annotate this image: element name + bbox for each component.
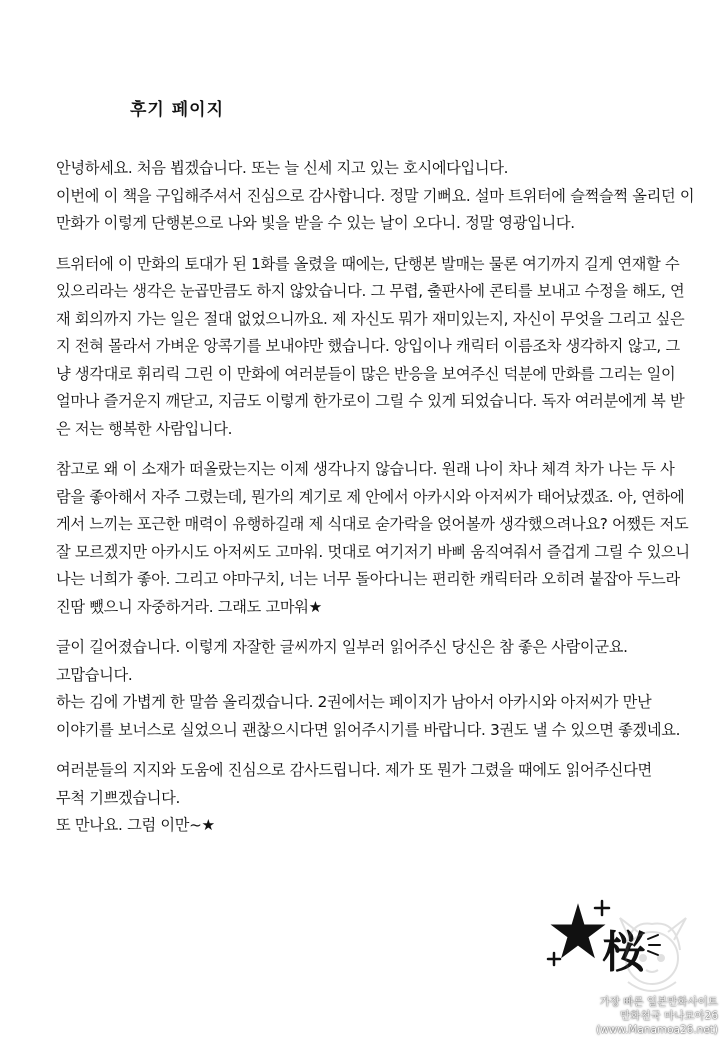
- text-line: 은 저는 행복한 사람입니다.: [56, 419, 233, 438]
- text-line: 고맙습니다.: [56, 665, 133, 684]
- paragraph-origin: [56, 251, 696, 444]
- text-line: 하는 김에 가볍게 한 말씀 올리겠습니다. 2권에서는 페이지가 남아서 아카시와 아저씨가 만난: [56, 693, 652, 711]
- page-title: 후기 페이지: [130, 100, 225, 120]
- watermark-line: 만화천국 마나모아26: [620, 1010, 718, 1022]
- text-line: 여러분들의 지지와 도움에 진심으로 감사드립니다. 제가 또 뭔가 그렸을 때에도 읽어주신다면: [56, 761, 652, 779]
- text-line: 참고로 왜 이 소재가 떠올랐는지는 이제 생각나지 않습니다. 원래 나이 차나 체격 차가 나는 두 사: [56, 460, 675, 478]
- text-line: 얼마나 즐거운지 깨닫고, 지금도 이렇게 한가로이 그릴 수 있게 되었습니다. 독자 여러분에게 복 받: [56, 392, 685, 410]
- text-line: 잘 모르겠지만 아카시도 아저씨도 고마워. 멋대로 여기저기 바삐 움직여줘서 즐겁게 그릴 수 있으니: [56, 542, 690, 561]
- text-line: 나는 너희가 좋아. 그리고 야마구치, 너는 너무 돌아다니는 편리한 캐릭터라 오히려 붙잡아 두느라: [56, 570, 680, 588]
- text-line: 또 만나요. 그럼 이만~★: [56, 816, 215, 834]
- text-line: 지 전혀 몰라서 가벼운 앙콕기를 보내야만 했습니다. 앙입이나 캐릭터 이름조차 생각하지 않고, 그: [56, 337, 680, 355]
- text-line: 트위터에 이 만화의 토대가 된 1화를 올렸을 때에는, 단행본 발매는 물론 여기까지 길게 연재할 수: [56, 254, 680, 273]
- paragraph-greeting: [56, 155, 696, 238]
- text-line: 냥 생각대로 휘리릭 그린 이 만화에 여러분들이 많은 반응을 보여주신 덕분에 만화를 그리는 일이: [56, 364, 676, 383]
- text-line: 무척 기쁘겠습니다.: [56, 788, 181, 807]
- plus-icon: [548, 953, 560, 965]
- paragraph-closing: [56, 757, 696, 840]
- text-line: 이번에 이 책을 구입해주셔서 진심으로 감사합니다. 정말 기뻐요. 설마 트위터에 슬쩍슬쩍 올리던 이: [56, 186, 695, 205]
- text-line: 게서 느끼는 포근한 매력이 유행하길래 제 식대로 숟가락을 얹어볼까 생각했으려나요? 어쨌든 저도: [56, 515, 689, 533]
- paragraph-characters: [56, 456, 696, 621]
- text-line: 안녕하세요. 처음 뵙겠습니다. 또는 늘 신세 지고 있는 호시에다입니다.: [56, 159, 509, 177]
- watermark-line: (www.Manamoa26.net): [596, 1024, 718, 1036]
- text-line: 재 회의까지 가는 일은 절대 없었으니까요. 제 자신도 뭐가 재미있는지, 자신이 무엇을 그리고 싶은: [56, 309, 685, 328]
- signature-kanji: 桜: [602, 927, 646, 978]
- text-line: 있으리라는 생각은 눈곱만큼도 하지 않았습니다. 그 무렵, 출판사에 콘티를 보내고 수정을 해도, 연: [56, 282, 685, 300]
- afterword-body: [56, 155, 696, 853]
- text-line: 람을 좋아해서 자주 그렸는데, 뭔가의 계기로 제 안에서 아카시와 아저씨가 태어났겠죠. 아, 연하에: [56, 487, 685, 506]
- paragraph-thanks: [56, 634, 696, 744]
- text-line: 만화가 이렇게 단행본으로 나와 빛을 받을 수 있는 날이 오다니. 정말 영광입니다.: [56, 214, 575, 232]
- text-line: 이야기를 보너스로 실었으니 괜찮으시다면 읽어주시기를 바랍니다. 3권도 낼 수 있으면 좋겠네요.: [56, 720, 681, 739]
- text-line: 진땀 뺐으니 자중하거라. 그래도 고마워★: [56, 597, 322, 616]
- watermark-line: 가장 빠른 일본만화사이트: [599, 996, 718, 1008]
- text-line: 글이 길어졌습니다. 이렇게 자잘한 글씨까지 일부러 읽어주신 당신은 참 좋은 사람이군요.: [56, 638, 628, 656]
